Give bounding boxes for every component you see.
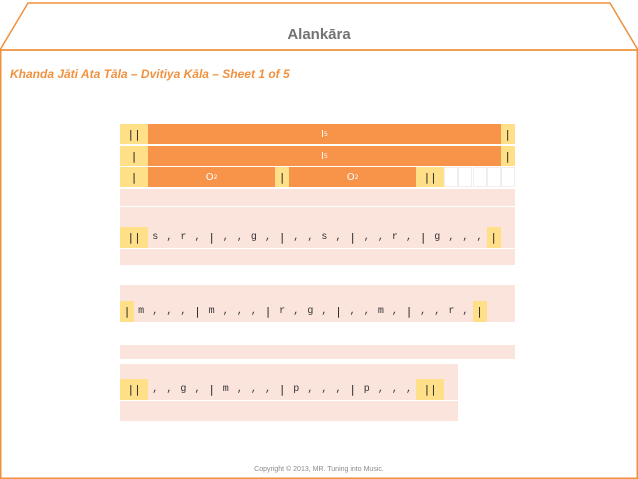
bar-marker: | bbox=[194, 305, 201, 318]
swara-cell: , bbox=[335, 384, 342, 395]
bar-marker: | bbox=[349, 383, 356, 396]
swara-cell: , bbox=[434, 306, 441, 317]
laghu-label bbox=[148, 146, 501, 166]
bar-marker: | bbox=[405, 305, 413, 318]
swara-cell: , bbox=[391, 384, 398, 395]
laghu-label-count: 5 bbox=[324, 130, 328, 138]
drutam-label-count: 2 bbox=[213, 173, 218, 181]
drutam-label-count: 2 bbox=[354, 173, 359, 181]
swara-cell: , bbox=[236, 384, 243, 395]
swara-cell: , bbox=[166, 306, 173, 317]
bar-marker: | bbox=[419, 231, 427, 244]
bar-marker: | bbox=[278, 383, 286, 396]
swara-cell: s bbox=[321, 232, 328, 243]
swara-cell: p bbox=[363, 384, 370, 395]
swara-cell: , bbox=[307, 232, 314, 243]
swara-cell: , bbox=[265, 232, 272, 243]
blank-row bbox=[120, 401, 458, 421]
bar-marker: | bbox=[208, 231, 215, 244]
drutam-label-symbol: O bbox=[346, 171, 355, 183]
tala-marker-text: || bbox=[127, 127, 141, 141]
swara-cell: , bbox=[406, 384, 413, 395]
swara-cell: m bbox=[377, 306, 384, 317]
swara-cell: , bbox=[307, 384, 314, 395]
swara-cell: , bbox=[166, 384, 173, 395]
swara-cell: , bbox=[222, 306, 229, 317]
bar-marker: | bbox=[264, 305, 272, 318]
swara-cell: , bbox=[152, 306, 159, 317]
blank-row bbox=[120, 345, 515, 359]
swara-cell: , bbox=[462, 232, 469, 243]
drutam-marker-text: || bbox=[423, 170, 437, 184]
swara-cell: , bbox=[462, 306, 469, 317]
swara-cell: , bbox=[293, 232, 300, 243]
swara-cell: , bbox=[349, 306, 356, 317]
swara-cell: g bbox=[250, 232, 257, 243]
swara-cell: , bbox=[476, 232, 483, 243]
swara-cell: , bbox=[406, 232, 413, 243]
empty-cell bbox=[458, 167, 472, 187]
drutam-label bbox=[148, 167, 275, 187]
swara-cell: , bbox=[293, 306, 300, 317]
tala-marker-text: | bbox=[130, 149, 138, 163]
swara-cell: p bbox=[293, 384, 300, 395]
swara-cell: r bbox=[448, 306, 455, 317]
swara-cell: r bbox=[279, 306, 286, 317]
swara-cell: g bbox=[434, 232, 441, 243]
tala-marker-text: | bbox=[504, 149, 512, 163]
blank-row bbox=[120, 189, 515, 206]
bar-marker: | bbox=[335, 305, 342, 318]
empty-cell bbox=[501, 167, 515, 187]
swara-cell: , bbox=[377, 232, 384, 243]
swara-cell: m bbox=[138, 306, 145, 317]
empty-cell bbox=[487, 167, 501, 187]
swara-cell: , bbox=[250, 306, 257, 317]
swara-cell: , bbox=[363, 306, 370, 317]
blank-row bbox=[120, 285, 515, 302]
swara-cell: , bbox=[335, 232, 342, 243]
drutam-marker-text: | bbox=[278, 170, 286, 184]
sheet-subtitle: Khanda Jāti Ata Tāla – Dvitiya Kāla – Sheet 1 of 5 bbox=[10, 67, 290, 81]
swara-cell: , bbox=[250, 384, 257, 395]
tala-marker-text: | bbox=[504, 127, 512, 141]
empty-cell bbox=[473, 167, 487, 187]
swara-cell: , bbox=[321, 306, 328, 317]
bar-marker: || bbox=[127, 383, 141, 396]
swara-cell: , bbox=[222, 232, 229, 243]
swara-cell: , bbox=[194, 384, 201, 395]
page-title: Alankāra bbox=[287, 26, 351, 43]
laghu-label bbox=[148, 124, 501, 144]
bar-marker: | bbox=[490, 231, 497, 244]
drutam-label-symbol: O bbox=[205, 171, 214, 183]
swara-cell: s bbox=[152, 232, 159, 243]
bar-marker: || bbox=[127, 231, 141, 244]
swara-cell: r bbox=[180, 232, 187, 243]
blank-row bbox=[120, 249, 515, 265]
swara-cell: , bbox=[420, 306, 427, 317]
copyright-footer: Copyright © 2013, MR. Tuning into Music. bbox=[254, 466, 384, 473]
bar-marker: | bbox=[278, 231, 286, 244]
swara-cell: , bbox=[448, 232, 455, 243]
swara-cell: , bbox=[363, 232, 370, 243]
swara-cell: , bbox=[236, 306, 243, 317]
bar-marker: | bbox=[476, 305, 483, 318]
swara-cell: , bbox=[194, 232, 201, 243]
laghu-label-count: 5 bbox=[324, 152, 328, 160]
swara-cell: , bbox=[180, 306, 187, 317]
bar-marker: | bbox=[123, 305, 131, 318]
drutam-marker-text: | bbox=[130, 170, 138, 184]
laghu-label-symbol: I bbox=[321, 150, 324, 162]
swara-cell: m bbox=[208, 306, 215, 317]
swara-cell: m bbox=[222, 384, 229, 395]
bar-marker: || bbox=[423, 383, 437, 396]
laghu-label-symbol: I bbox=[321, 128, 324, 140]
swara-cell: , bbox=[152, 384, 159, 395]
swara-cell: , bbox=[265, 384, 272, 395]
swara-cell: , bbox=[391, 306, 398, 317]
bar-marker: | bbox=[208, 383, 215, 396]
swara-cell: g bbox=[307, 306, 314, 317]
swara-cell: , bbox=[236, 232, 243, 243]
swara-cell: , bbox=[377, 384, 384, 395]
drutam-label bbox=[289, 167, 416, 187]
swara-cell: , bbox=[166, 232, 173, 243]
empty-cell bbox=[444, 167, 458, 187]
blank-row bbox=[120, 207, 515, 227]
swara-cell: r bbox=[391, 232, 398, 243]
bar-marker: | bbox=[349, 231, 356, 244]
swara-cell: g bbox=[180, 384, 187, 395]
swara-cell: , bbox=[321, 384, 328, 395]
blank-row bbox=[120, 364, 458, 379]
